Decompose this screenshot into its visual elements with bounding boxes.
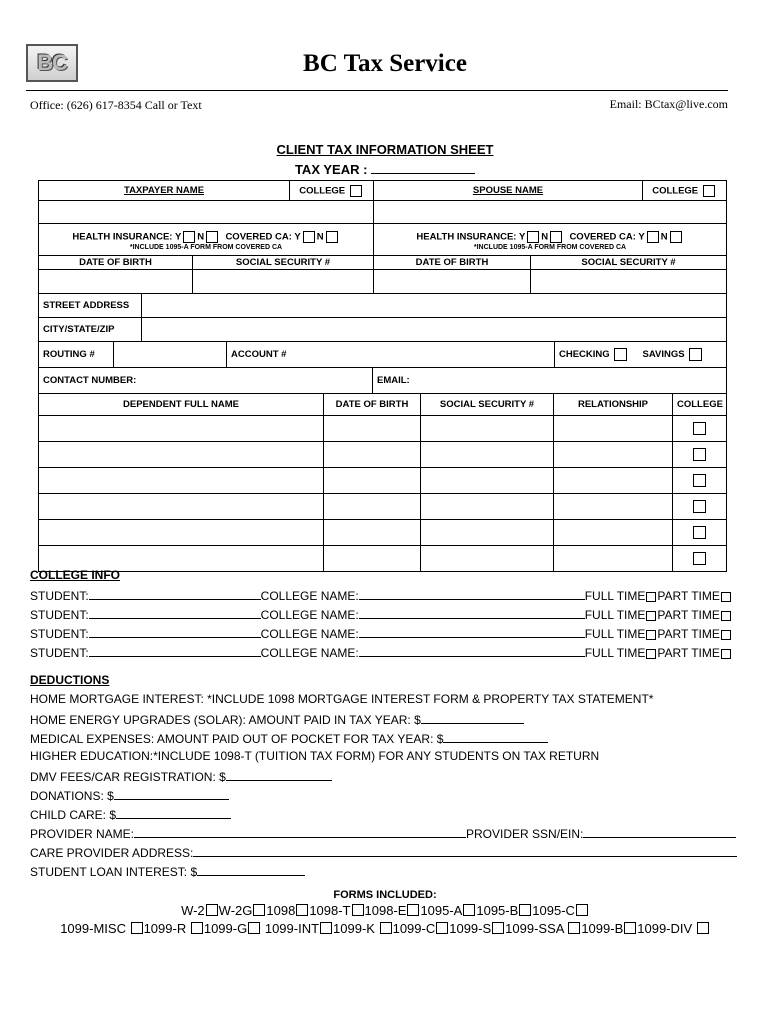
savings-checkbox[interactable] bbox=[689, 348, 702, 361]
dependent-dob-header: DATE OF BIRTH bbox=[324, 394, 421, 416]
taxpayer-ssn-header: SOCIAL SECURITY # bbox=[193, 256, 374, 270]
form-checkbox[interactable] bbox=[253, 904, 265, 916]
energy-upgrades-line: HOME ENERGY UPGRADES (SOLAR): AMOUNT PAID IN TAX YEAR: $ bbox=[30, 711, 524, 727]
spouse-dob-field[interactable] bbox=[374, 270, 531, 294]
form-checkbox[interactable] bbox=[248, 922, 260, 934]
dependent-dob-field[interactable] bbox=[324, 416, 421, 442]
student-name-field[interactable] bbox=[89, 644, 261, 657]
account-type-cell: CHECKING SAVINGS bbox=[555, 342, 727, 368]
medical-expenses-line: MEDICAL EXPENSES: AMOUNT PAID OUT OF POCKET FOR TAX YEAR: $ bbox=[30, 730, 548, 746]
dependent-ssn-field[interactable] bbox=[421, 546, 554, 572]
form-checkbox[interactable] bbox=[380, 922, 392, 934]
part-time-checkbox[interactable] bbox=[721, 611, 731, 621]
dependent-relationship-field[interactable] bbox=[554, 520, 673, 546]
dependents-table bbox=[38, 393, 727, 572]
checking-checkbox[interactable] bbox=[614, 348, 627, 361]
form-checkbox[interactable] bbox=[296, 904, 308, 916]
medical-amount-field[interactable] bbox=[443, 730, 548, 743]
dmv-fees-line: DMV FEES/CAR REGISTRATION: $ bbox=[30, 768, 332, 784]
dependent-row bbox=[39, 494, 727, 520]
college-name-field[interactable] bbox=[359, 644, 585, 657]
dependent-dob-field[interactable] bbox=[324, 468, 421, 494]
dependent-row bbox=[39, 520, 727, 546]
dependent-college-checkbox[interactable] bbox=[693, 448, 706, 461]
child-care-line: CHILD CARE: $ bbox=[30, 806, 231, 822]
office-phone: Office: (626) 617-8354 Call or Text bbox=[30, 98, 202, 112]
street-address-field[interactable] bbox=[142, 294, 727, 318]
dependent-name-header: DEPENDENT FULL NAME bbox=[39, 394, 324, 416]
spouse-name-field[interactable] bbox=[374, 201, 727, 224]
college-name-field[interactable] bbox=[359, 606, 585, 619]
logo-text: BC bbox=[37, 50, 67, 75]
form-checkbox[interactable] bbox=[519, 904, 531, 916]
bank-table bbox=[38, 341, 727, 368]
spouse-name-header: SPOUSE NAME bbox=[374, 181, 643, 201]
sheet-heading: CLIENT TAX INFORMATION SHEET bbox=[276, 142, 494, 157]
dependent-ssn-field[interactable] bbox=[421, 494, 554, 520]
dependent-row bbox=[39, 546, 727, 572]
dependent-ssn-header: SOCIAL SECURITY # bbox=[421, 394, 554, 416]
dependent-name-field[interactable] bbox=[39, 442, 324, 468]
form-checkbox[interactable] bbox=[463, 904, 475, 916]
taxpayer-college-cell: COLLEGE bbox=[290, 181, 374, 201]
dependent-dob-field[interactable] bbox=[324, 442, 421, 468]
dependent-row bbox=[39, 416, 727, 442]
form-checkbox[interactable] bbox=[352, 904, 364, 916]
part-time-checkbox[interactable] bbox=[721, 592, 731, 602]
student-loan-line: STUDENT LOAN INTEREST: $ bbox=[30, 863, 305, 879]
form-checkbox[interactable] bbox=[436, 922, 448, 934]
dependent-relationship-field[interactable] bbox=[554, 442, 673, 468]
dependent-relationship-field[interactable] bbox=[554, 494, 673, 520]
taxpayer-dob-field[interactable] bbox=[39, 270, 193, 294]
forms-included-heading: FORMS INCLUDED: bbox=[333, 889, 437, 901]
part-time-checkbox[interactable] bbox=[721, 649, 731, 659]
student-name-field[interactable] bbox=[89, 606, 261, 619]
dependent-row bbox=[39, 442, 727, 468]
taxpayer-covered-yes-checkbox[interactable] bbox=[303, 231, 315, 243]
child-care-amount-field[interactable] bbox=[116, 806, 231, 819]
taxpayer-health-no-checkbox[interactable] bbox=[206, 231, 218, 243]
care-provider-address-line: CARE PROVIDER ADDRESS: bbox=[30, 844, 737, 860]
dependent-relationship-header: RELATIONSHIP bbox=[554, 394, 673, 416]
taxpayer-ssn-field[interactable] bbox=[193, 270, 374, 294]
form-checkbox[interactable] bbox=[191, 922, 203, 934]
part-time-checkbox[interactable] bbox=[721, 630, 731, 640]
form-checkbox[interactable] bbox=[697, 922, 709, 934]
dependent-name-field[interactable] bbox=[39, 520, 324, 546]
provider-name-field[interactable] bbox=[134, 825, 466, 838]
dependent-ssn-field[interactable] bbox=[421, 442, 554, 468]
spouse-1095a-note: *INCLUDE 1095-A FORM FROM COVERED CA bbox=[473, 244, 627, 251]
donations-amount-field[interactable] bbox=[114, 787, 229, 800]
spouse-health-no-checkbox[interactable] bbox=[550, 231, 562, 243]
dependent-college-checkbox[interactable] bbox=[693, 552, 706, 565]
spouse-college-checkbox[interactable] bbox=[703, 185, 715, 197]
dependent-relationship-field[interactable] bbox=[554, 416, 673, 442]
dependent-college-checkbox[interactable] bbox=[693, 500, 706, 513]
city-state-zip-label: CITY/STATE/ZIP bbox=[39, 318, 142, 342]
taxpayer-name-field[interactable] bbox=[39, 201, 374, 224]
taxpayer-health-cell: HEALTH INSURANCE: Y N COVERED CA: Y N *INCLUDE 1095-A FORM FROM COVERED CA bbox=[39, 224, 374, 256]
provider-ssn-field[interactable] bbox=[583, 825, 736, 838]
forms-row-1: W-2 W-2G 1098 1098-T 1098-E 1095-A 1095-B 1095-C bbox=[0, 903, 770, 918]
city-state-zip-field[interactable] bbox=[142, 318, 727, 342]
form-checkbox[interactable] bbox=[206, 904, 218, 916]
taxpayer-dob-header: DATE OF BIRTH bbox=[39, 256, 193, 270]
provider-name-line: PROVIDER NAME: PROVIDER SSN/EIN: bbox=[30, 825, 736, 841]
donations-line: DONATIONS: $ bbox=[30, 787, 229, 803]
dmv-amount-field[interactable] bbox=[226, 768, 332, 781]
contact-number-cell[interactable]: CONTACT NUMBER: bbox=[39, 368, 373, 394]
tax-year-row bbox=[0, 161, 770, 177]
spouse-college-cell: COLLEGE bbox=[643, 181, 727, 201]
dependent-row bbox=[39, 468, 727, 494]
form-checkbox[interactable] bbox=[576, 904, 588, 916]
dependent-dob-field[interactable] bbox=[324, 520, 421, 546]
energy-amount-field[interactable] bbox=[421, 711, 524, 724]
college-student-row: STUDENT: COLLEGE NAME: FULL TIME PART TIME bbox=[30, 606, 732, 622]
form-checkbox[interactable] bbox=[624, 922, 636, 934]
contact-table bbox=[38, 367, 727, 394]
dependent-name-field[interactable] bbox=[39, 468, 324, 494]
care-provider-address-field[interactable] bbox=[193, 844, 737, 857]
full-time-checkbox[interactable] bbox=[646, 592, 656, 602]
full-time-checkbox[interactable] bbox=[646, 611, 656, 621]
dependent-college-checkbox[interactable] bbox=[693, 474, 706, 487]
college-name-field[interactable] bbox=[359, 587, 585, 600]
dependent-relationship-field[interactable] bbox=[554, 468, 673, 494]
dependent-dob-field[interactable] bbox=[324, 546, 421, 572]
email-cell[interactable]: EMAIL: bbox=[373, 368, 727, 394]
page-title: BC Tax Service bbox=[303, 50, 467, 77]
form-checkbox[interactable] bbox=[320, 922, 332, 934]
dependent-name-field[interactable] bbox=[39, 494, 324, 520]
full-time-checkbox[interactable] bbox=[646, 630, 656, 640]
contact-email: Email: BCtax@live.com bbox=[609, 97, 728, 111]
higher-education-line: HIGHER EDUCATION:*INCLUDE 1098-T (TUITION TAX FORM) FOR ANY STUDENTS ON TAX RETURN bbox=[30, 749, 600, 763]
taxpayer-name-header: TAXPAYER NAME bbox=[39, 181, 290, 201]
header-divider bbox=[26, 90, 728, 91]
form-checkbox[interactable] bbox=[131, 922, 143, 934]
forms-row-2: 1099-MISC 1099-R 1099-G 1099-INT 1099-K 1099-C 1099-S 1099-SSA 1099-B 1099-DIV bbox=[0, 921, 770, 936]
form-checkbox[interactable] bbox=[568, 922, 580, 934]
full-time-checkbox[interactable] bbox=[646, 649, 656, 659]
college-info-heading: COLLEGE INFO bbox=[30, 568, 120, 582]
dependent-college-checkbox[interactable] bbox=[693, 526, 706, 539]
spouse-health-yes-checkbox[interactable] bbox=[527, 231, 539, 243]
deductions-heading: DEDUCTIONS bbox=[30, 673, 110, 687]
spouse-covered-yes-checkbox[interactable] bbox=[647, 231, 659, 243]
dependent-college-header: COLLEGE bbox=[673, 394, 727, 416]
dependent-college-checkbox[interactable] bbox=[693, 422, 706, 435]
account-cell[interactable]: ACCOUNT # bbox=[227, 342, 555, 368]
street-address-label: STREET ADDRESS bbox=[39, 294, 142, 318]
dependent-name-field[interactable] bbox=[39, 416, 324, 442]
dependent-ssn-field[interactable] bbox=[421, 468, 554, 494]
spouse-health-cell: HEALTH INSURANCE: Y N COVERED CA: Y N *INCLUDE 1095-A FORM FROM COVERED CA bbox=[374, 224, 727, 256]
tax-year-field[interactable] bbox=[371, 161, 475, 174]
address-table bbox=[38, 293, 727, 342]
spouse-ssn-field[interactable] bbox=[531, 270, 727, 294]
college-name-field[interactable] bbox=[359, 625, 585, 638]
mortgage-interest-line: HOME MORTGAGE INTEREST: *INCLUDE 1098 MORTGAGE INTEREST FORM & PROPERTY TAX STATEMENT* bbox=[30, 692, 654, 706]
spouse-dob-header: DATE OF BIRTH bbox=[374, 256, 531, 270]
student-loan-amount-field[interactable] bbox=[197, 863, 305, 876]
taxpayer-health-yes-checkbox[interactable] bbox=[183, 231, 195, 243]
college-student-row: STUDENT: COLLEGE NAME: FULL TIME PART TIME bbox=[30, 625, 732, 641]
college-student-row: STUDENT: COLLEGE NAME: FULL TIME PART TIME bbox=[30, 644, 732, 660]
taxpayer-covered-no-checkbox[interactable] bbox=[326, 231, 338, 243]
college-student-row: STUDENT: COLLEGE NAME: FULL TIME PART TIME bbox=[30, 587, 732, 603]
taxpayer-college-checkbox[interactable] bbox=[350, 185, 362, 197]
routing-field[interactable] bbox=[114, 342, 227, 368]
dependent-relationship-field[interactable] bbox=[554, 546, 673, 572]
taxpayer-1095a-note: *INCLUDE 1095-A FORM FROM COVERED CA bbox=[129, 244, 283, 251]
dependent-dob-field[interactable] bbox=[324, 494, 421, 520]
dependent-ssn-field[interactable] bbox=[421, 520, 554, 546]
student-name-field[interactable] bbox=[89, 587, 261, 600]
form-checkbox[interactable] bbox=[492, 922, 504, 934]
spouse-ssn-header: SOCIAL SECURITY # bbox=[531, 256, 727, 270]
dependent-ssn-field[interactable] bbox=[421, 416, 554, 442]
student-name-field[interactable] bbox=[89, 625, 261, 638]
taxpayer-table bbox=[38, 180, 727, 294]
tax-year-label: TAX YEAR : bbox=[294, 162, 372, 177]
routing-label: ROUTING # bbox=[39, 342, 114, 368]
spouse-covered-no-checkbox[interactable] bbox=[670, 231, 682, 243]
form-checkbox[interactable] bbox=[407, 904, 419, 916]
